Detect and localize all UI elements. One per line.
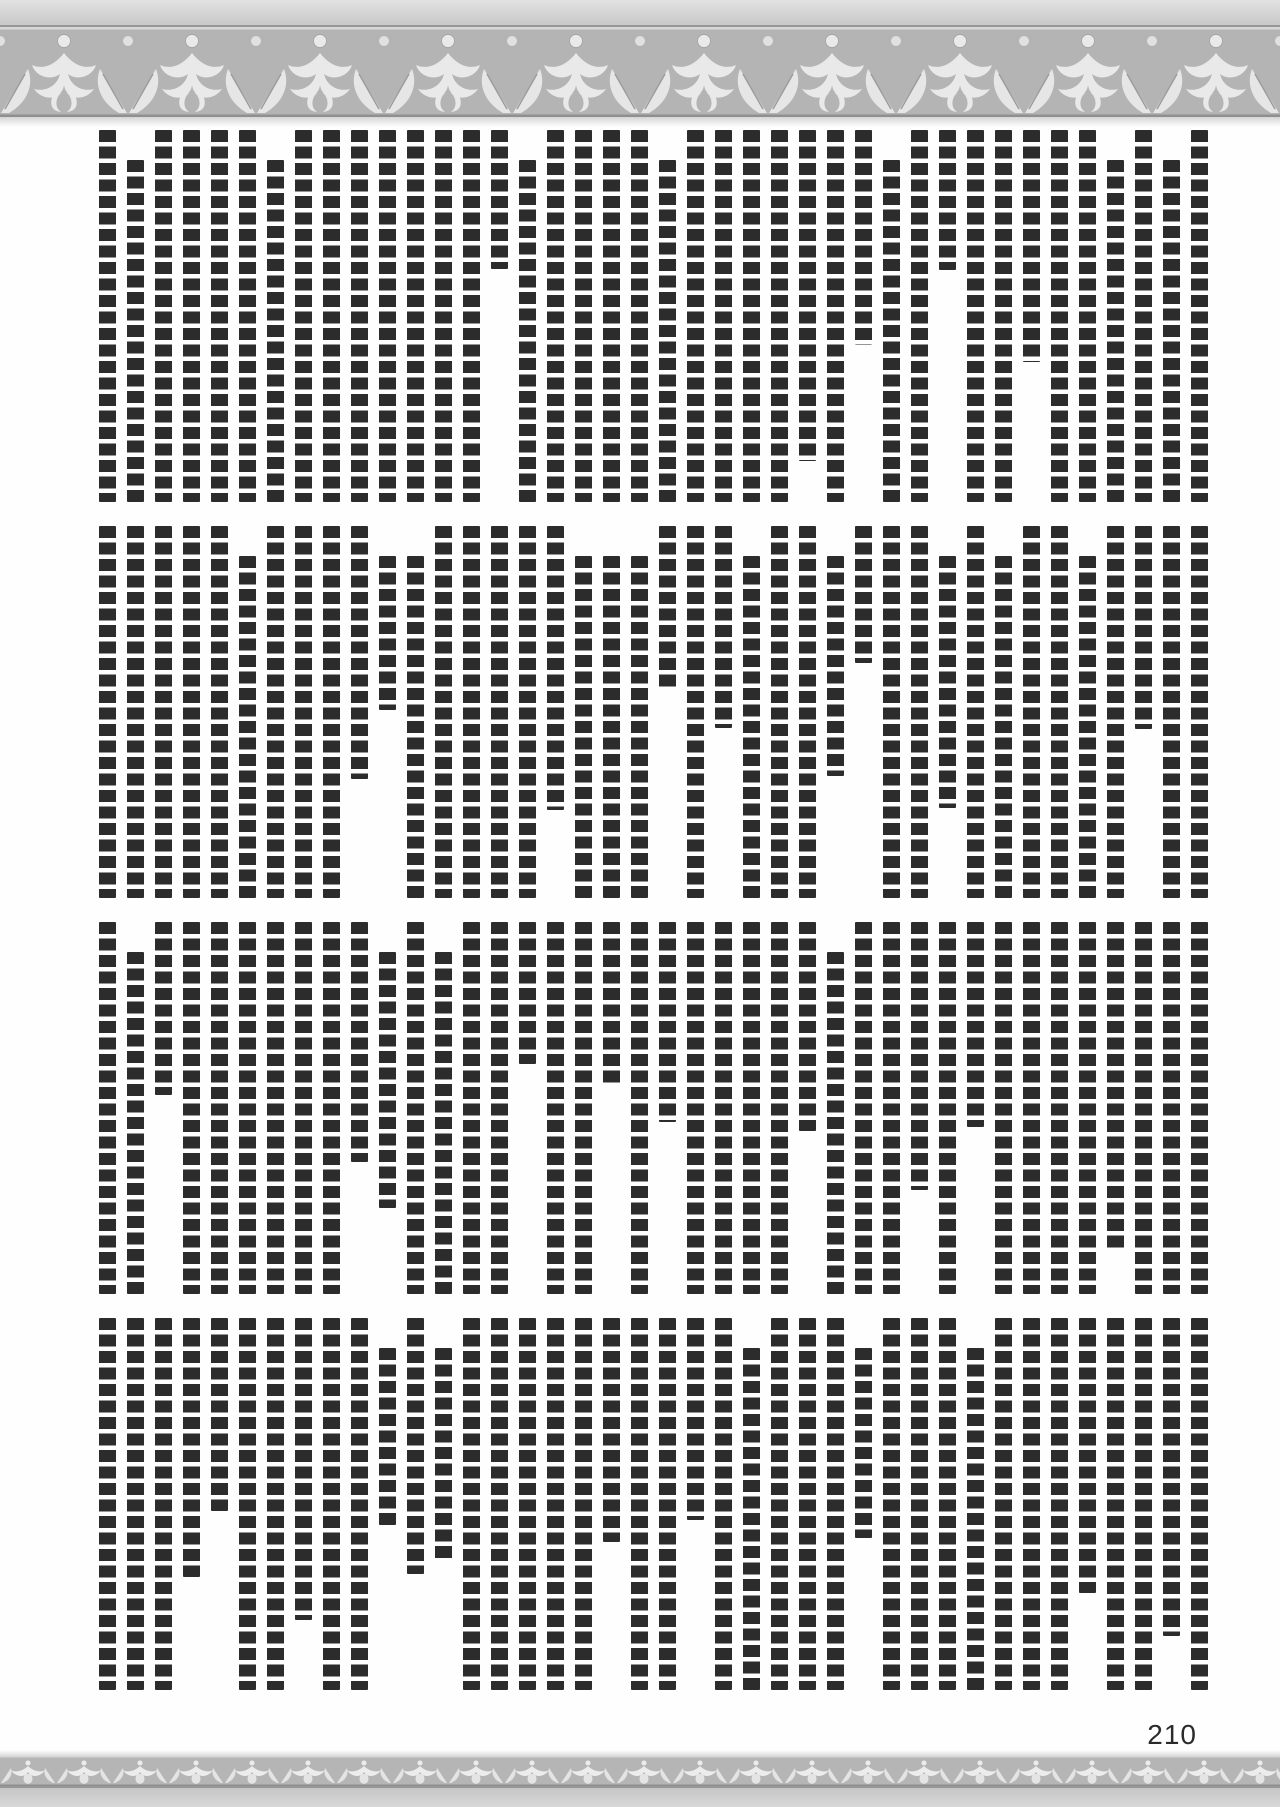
text-line [1135, 130, 1152, 502]
border-shadow-top [0, 117, 1280, 127]
text-line [183, 130, 200, 502]
text-line [827, 952, 844, 1294]
text-line [911, 526, 928, 898]
text-line [99, 922, 116, 1294]
text-line [127, 952, 144, 1294]
text-line [239, 130, 256, 502]
text-line [407, 1318, 424, 1574]
frieze-pattern-bottom [0, 1756, 1280, 1786]
text-line [491, 1318, 508, 1690]
text-line [799, 922, 816, 1131]
text-line [379, 130, 396, 502]
text-line [687, 1318, 704, 1520]
text-line [351, 1318, 368, 1690]
text-line [883, 1318, 900, 1690]
text-line [799, 1318, 816, 1690]
text-line [715, 1318, 732, 1690]
border-cap-bottom [0, 1786, 1280, 1807]
text-line [267, 160, 284, 502]
text-line [631, 1318, 648, 1690]
text-line [575, 922, 592, 1294]
text-band [72, 1318, 1208, 1690]
text-line [351, 526, 368, 779]
text-band [72, 526, 1208, 898]
text-line [687, 130, 704, 502]
text-line [267, 1318, 284, 1690]
text-line [295, 130, 312, 502]
text-line [771, 1318, 788, 1690]
text-line [1191, 922, 1208, 1294]
text-line [883, 160, 900, 502]
text-line [267, 922, 284, 1294]
text-line [715, 922, 732, 1294]
text-line [1191, 526, 1208, 898]
text-line [295, 922, 312, 1294]
text-line [183, 526, 200, 898]
text-line [855, 1348, 872, 1538]
text-line [323, 526, 340, 898]
text-line [575, 1318, 592, 1690]
text-line [155, 1318, 172, 1690]
text-line [295, 526, 312, 898]
text-line [211, 1318, 228, 1511]
text-line [155, 922, 172, 1095]
text-line [575, 556, 592, 898]
text-line [1079, 130, 1096, 502]
text-line [155, 526, 172, 898]
text-line [743, 130, 760, 502]
text-line [995, 556, 1012, 898]
text-line [1163, 160, 1180, 502]
text-line [239, 922, 256, 1294]
text-line [519, 160, 536, 502]
text-line [463, 922, 480, 1294]
text-line [239, 1318, 256, 1690]
text-line [1023, 1318, 1040, 1690]
text-line [827, 130, 844, 502]
text-line [1051, 130, 1068, 502]
text-band [72, 130, 1208, 502]
text-line [435, 130, 452, 502]
text-line [519, 1318, 536, 1690]
text-line [1107, 1318, 1124, 1690]
text-line [295, 1318, 312, 1620]
text-line [463, 130, 480, 502]
text-line [1051, 526, 1068, 898]
text-line [239, 556, 256, 898]
text-line [743, 1348, 760, 1690]
text-line [995, 1318, 1012, 1690]
text-line [1079, 922, 1096, 1294]
text-line [155, 130, 172, 502]
text-line [127, 1318, 144, 1690]
text-line [1191, 1318, 1208, 1690]
text-line [519, 922, 536, 1064]
text-line [771, 526, 788, 898]
text-line [323, 922, 340, 1294]
text-line [995, 922, 1012, 1294]
text-line [323, 130, 340, 502]
text-line [603, 130, 620, 502]
text-line [547, 130, 564, 502]
ornamental-border-top [0, 0, 1280, 127]
text-line [1079, 556, 1096, 898]
text-line [1051, 1318, 1068, 1690]
text-line [323, 1318, 340, 1690]
text-line [491, 922, 508, 1294]
page-number: 210 [1147, 1719, 1197, 1750]
text-line [603, 1318, 620, 1542]
text-line [547, 1318, 564, 1690]
text-line [1163, 526, 1180, 898]
text-line [1107, 922, 1124, 1251]
text-line [99, 130, 116, 502]
text-line [883, 922, 900, 1294]
text-line [1135, 922, 1152, 1294]
text-line [463, 526, 480, 898]
text-line [1163, 1318, 1180, 1636]
text-line [407, 922, 424, 1294]
text-line [379, 952, 396, 1208]
text-line [799, 526, 816, 898]
text-line [687, 526, 704, 898]
text-line [1107, 526, 1124, 898]
text-line [435, 526, 452, 898]
text-line [211, 526, 228, 898]
text-line [491, 526, 508, 898]
text-line [659, 526, 676, 689]
text-band [72, 922, 1208, 1294]
text-line [715, 130, 732, 502]
text-line [883, 526, 900, 898]
text-line [939, 922, 956, 1294]
text-line [687, 922, 704, 1294]
frieze-pattern-top [0, 27, 1280, 117]
text-line [1163, 922, 1180, 1294]
border-cap-top [0, 0, 1280, 27]
text-line [463, 1318, 480, 1690]
text-line [183, 922, 200, 1294]
text-line [603, 556, 620, 898]
text-line [771, 922, 788, 1294]
text-line [547, 526, 564, 810]
text-line [659, 160, 676, 502]
text-line [379, 1348, 396, 1525]
text-line [1023, 130, 1040, 362]
text-line [1051, 922, 1068, 1294]
text-line [855, 526, 872, 663]
ornamental-border-bottom [0, 1750, 1280, 1807]
text-line [659, 1318, 676, 1690]
text-line [351, 922, 368, 1162]
text-line [407, 130, 424, 502]
text-line [799, 130, 816, 461]
text-line [267, 526, 284, 898]
text-line [967, 922, 984, 1127]
text-line [827, 556, 844, 776]
text-line [939, 130, 956, 270]
body-text [72, 130, 1208, 1690]
text-line [939, 556, 956, 808]
text-line [827, 1318, 844, 1690]
text-line [1023, 922, 1040, 1294]
text-line [1079, 1318, 1096, 1593]
text-line [771, 130, 788, 502]
text-line [967, 130, 984, 502]
text-line [631, 556, 648, 898]
text-line [99, 1318, 116, 1690]
text-line [715, 526, 732, 728]
text-line [967, 1348, 984, 1690]
text-line [995, 130, 1012, 502]
text-line [407, 556, 424, 898]
text-line [519, 526, 536, 898]
text-line [911, 130, 928, 502]
text-line [547, 922, 564, 1294]
text-line [631, 130, 648, 502]
text-line [939, 1318, 956, 1690]
text-line [1135, 1318, 1152, 1690]
text-line [911, 922, 928, 1190]
text-line [435, 1348, 452, 1559]
text-line [183, 1318, 200, 1577]
text-line [127, 526, 144, 898]
text-line [631, 922, 648, 1294]
text-line [743, 556, 760, 898]
text-line [379, 556, 396, 710]
text-line [967, 526, 984, 898]
text-line [99, 526, 116, 898]
text-line [743, 922, 760, 1294]
text-line [435, 952, 452, 1294]
text-line [855, 130, 872, 345]
text-line [911, 1318, 928, 1690]
text-line [491, 130, 508, 269]
text-line [603, 922, 620, 1085]
text-line [1191, 130, 1208, 502]
text-line [1107, 160, 1124, 502]
text-line [1135, 526, 1152, 729]
text-line [855, 922, 872, 1294]
text-line [575, 130, 592, 502]
text-line [1023, 526, 1040, 898]
text-line [211, 922, 228, 1294]
text-line [127, 160, 144, 502]
text-line [659, 922, 676, 1122]
text-line [351, 130, 368, 502]
text-line [211, 130, 228, 502]
